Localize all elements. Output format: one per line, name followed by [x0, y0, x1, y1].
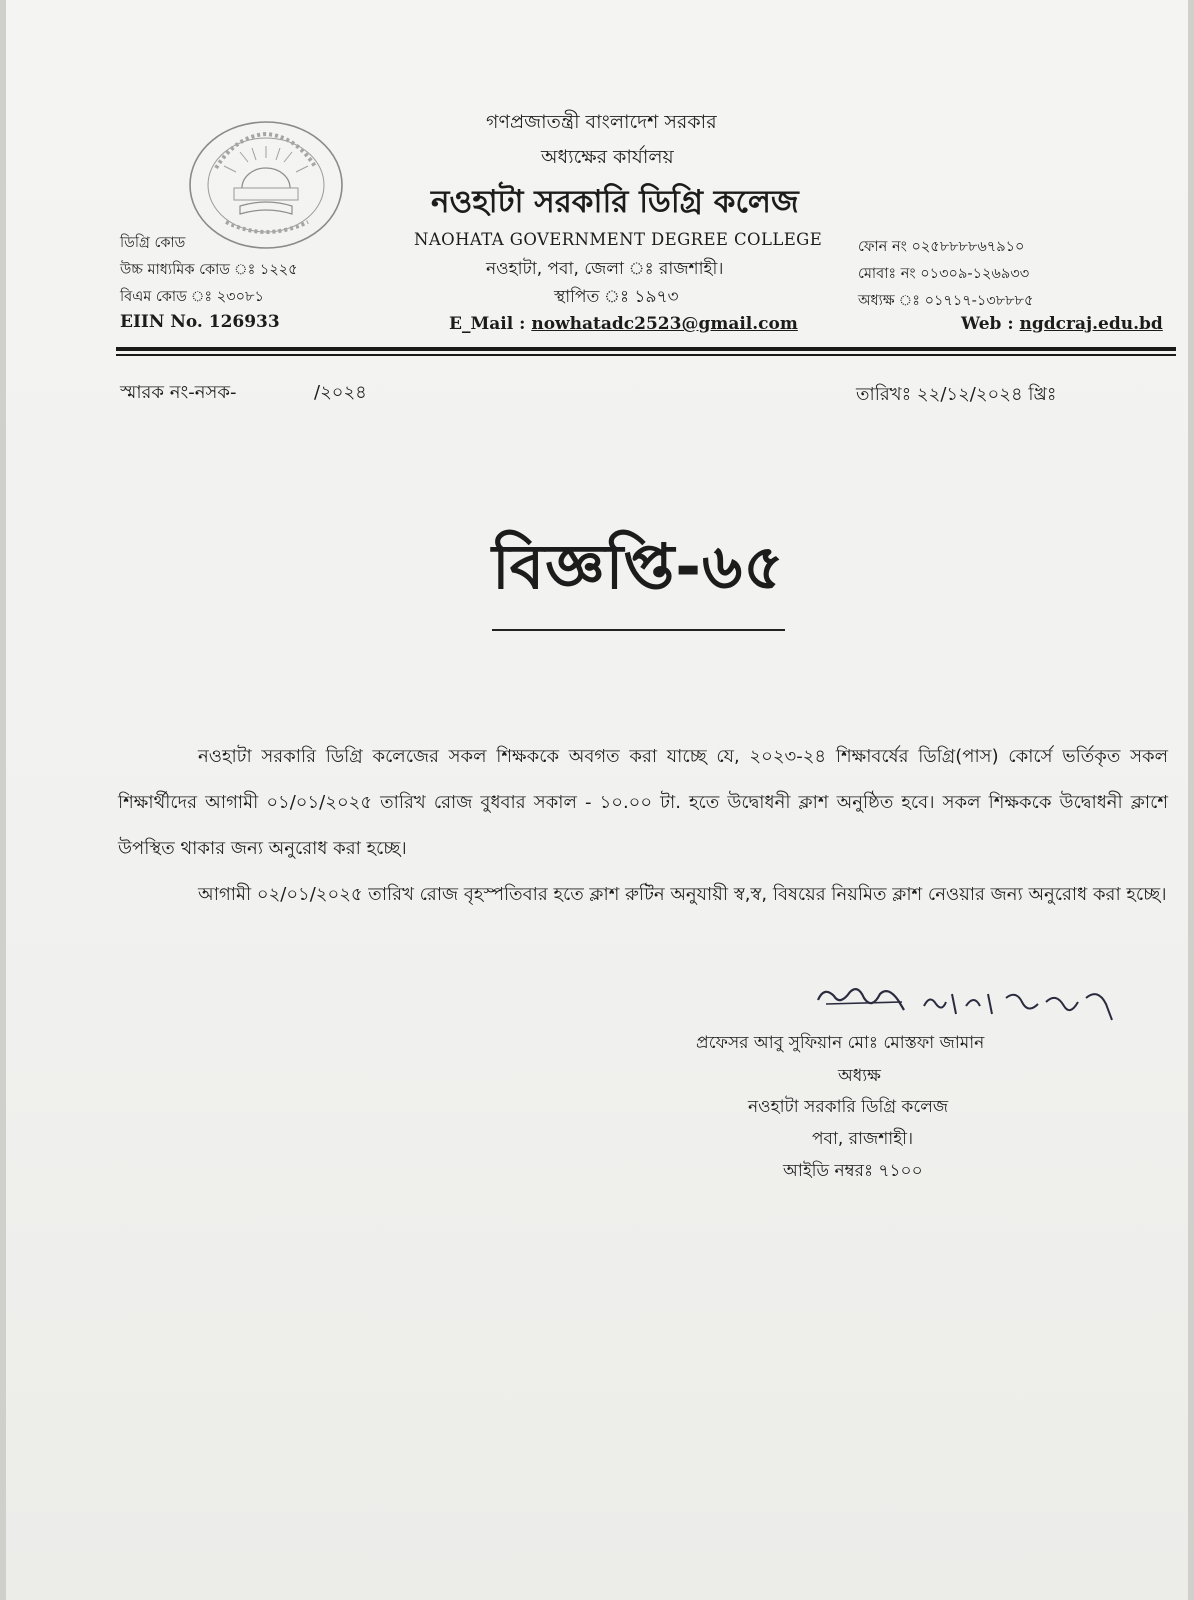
principal-phone: অধ্যক্ষ ঃ ০১৭১৭-১৩৮৮৮৫ — [858, 293, 1034, 309]
email-line — [449, 314, 798, 334]
college-seal-icon — [186, 118, 346, 252]
phone-number: ফোন নং ০২৫৮৮৮৮৬৭৯১০ — [858, 239, 1025, 255]
header-divider-thick — [116, 347, 1176, 351]
signatory-id-number: আইডি নম্বরঃ ৭১০০ — [783, 1161, 923, 1181]
office-name: অধ্যক্ষের কার্যালয় — [541, 146, 674, 168]
body-paragraph-2: আগামী ০২/০১/২০২৫ তারিখ রোজ বৃহস্পতিবার হতে ক্লাশ রুটিন অনুযায়ী স্ব,স্ব, বিষয়ের নিয়মিত ক্লাশ নেওয়ার জন্য অনুরোধ করা হচ্ছে। — [198, 884, 1167, 905]
memo-year: /২০২৪ — [314, 382, 367, 403]
body-paragraph-1: নওহাটা সরকারি ডিগ্রি কলেজের সকল শিক্ষককে অবগত করা যাচ্ছে যে, ২০২৩-২৪ শিক্ষাবর্ষের ডিগ্রি(পাস) কোর্সে ভর্তিকৃত সকল শিক্ষার্থীদের আগামী ০১/০১/২০২৫ তারিখ রোজ বুধবার সকাল - ১০.০০ টা. হতে উদ্বোধনী ক্লাশ অনুষ্ঠিত হবে। সকল শিক্ষককে উদ্বোধনী ক্লাশে উপস্থিত থাকার জন্য অনুরোধ করা হচ্ছে। — [118, 746, 1168, 859]
college-name-bengali: নওহাটা সরকারি ডিগ্রি কলেজ — [431, 184, 799, 220]
signatory-institution: নওহাটা সরকারি ডিগ্রি কলেজ — [748, 1097, 949, 1117]
established-year: স্থাপিত ঃ ১৯৭৩ — [554, 287, 679, 307]
government-name: গণপ্রজাতন্ত্রী বাংলাদেশ সরকার — [486, 111, 717, 133]
web-address: ngdcraj.edu.bd — [1019, 314, 1163, 334]
hsc-code: উচ্চ মাধ্যমিক কোড ঃ ১২২৫ — [120, 262, 298, 278]
degree-code: ডিগ্রি কোড — [120, 235, 186, 251]
bm-code: বিএম কোড ঃ ২৩০৮১ — [120, 289, 264, 305]
signatory-name: প্রফেসর আবু সুফিয়ান মোঃ মোস্তফা জামান — [696, 1033, 985, 1053]
signatory-location: পবা, রাজশাহী। — [812, 1129, 914, 1149]
college-name-english: NAOHATA GOVERNMENT DEGREE COLLEGE — [414, 230, 823, 249]
web-line — [961, 314, 1163, 334]
memo-number-label: স্মারক নং-নসক- — [120, 382, 237, 403]
header-divider-thin — [116, 354, 1176, 356]
web-label: Web : — [961, 314, 1020, 334]
email-label: E_Mail : — [449, 314, 532, 334]
notice-title: বিজ্ঞপ্তি-৬৫ — [492, 520, 785, 631]
college-address: নওহাটা, পবা, জেলা ঃ রাজশাহী। — [486, 259, 724, 279]
email-address: nowhatadc2523@gmail.com — [531, 314, 798, 334]
document-page — [6, 0, 1188, 1600]
mobile-number: মোবাঃ নং ০১৩০৯-১২৬৯৩৩ — [858, 266, 1030, 282]
signatory-designation: অধ্যক্ষ — [838, 1066, 881, 1086]
eiin-number: EIIN No. 126933 — [120, 312, 280, 332]
notice-date: তারিখঃ ২২/১২/২০২৪ খ্রিঃ — [856, 384, 1057, 405]
